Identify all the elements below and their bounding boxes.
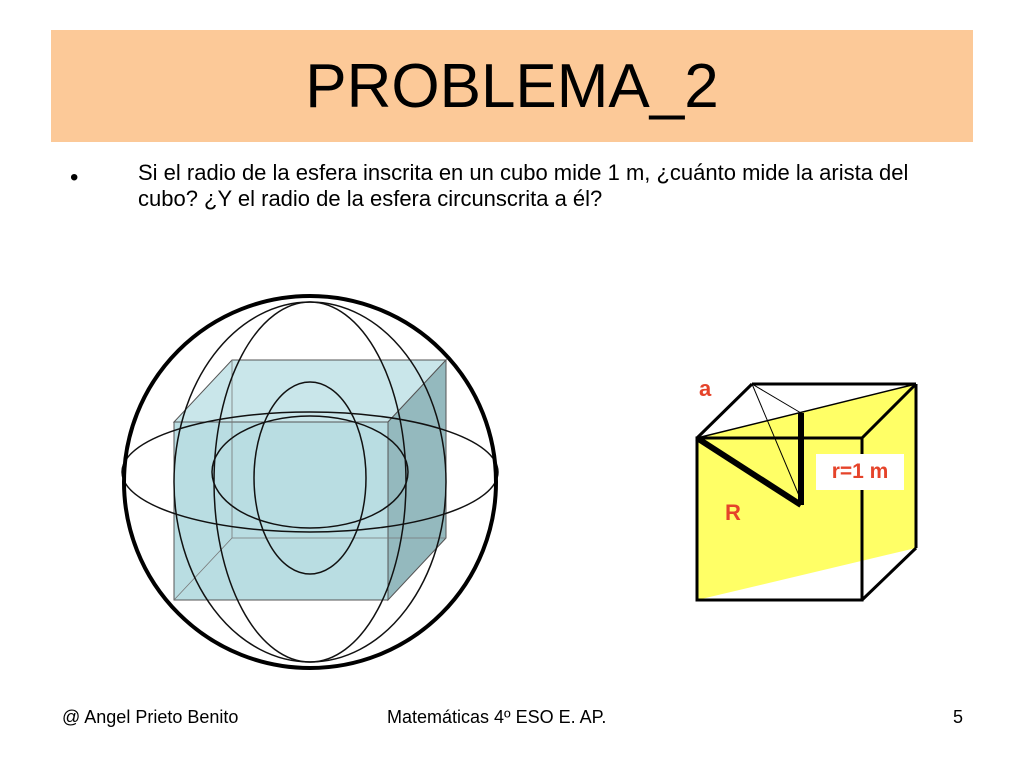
footer-course: Matemáticas 4º ESO E. AP.	[387, 707, 607, 727]
footer-author: @ Angel Prieto Benito	[62, 707, 239, 727]
cube-section-figure	[697, 384, 916, 600]
inradius-label: r=1 m	[816, 454, 904, 490]
circumradius-label: R	[725, 500, 741, 525]
sphere-cube-figure	[122, 296, 498, 668]
bullet-icon: •	[70, 164, 79, 191]
edge-label: a	[699, 376, 712, 401]
slide-title: PROBLEMA_2	[305, 52, 719, 121]
problem-statement: Si el radio de la esfera inscrita en un cubo mide 1 m, ¿cuánto mide la arista del cubo? ¿Y el radio de la esfera circunscrita a él?	[138, 160, 909, 211]
page-number: 5	[953, 707, 964, 727]
cube-front-face	[174, 422, 388, 600]
